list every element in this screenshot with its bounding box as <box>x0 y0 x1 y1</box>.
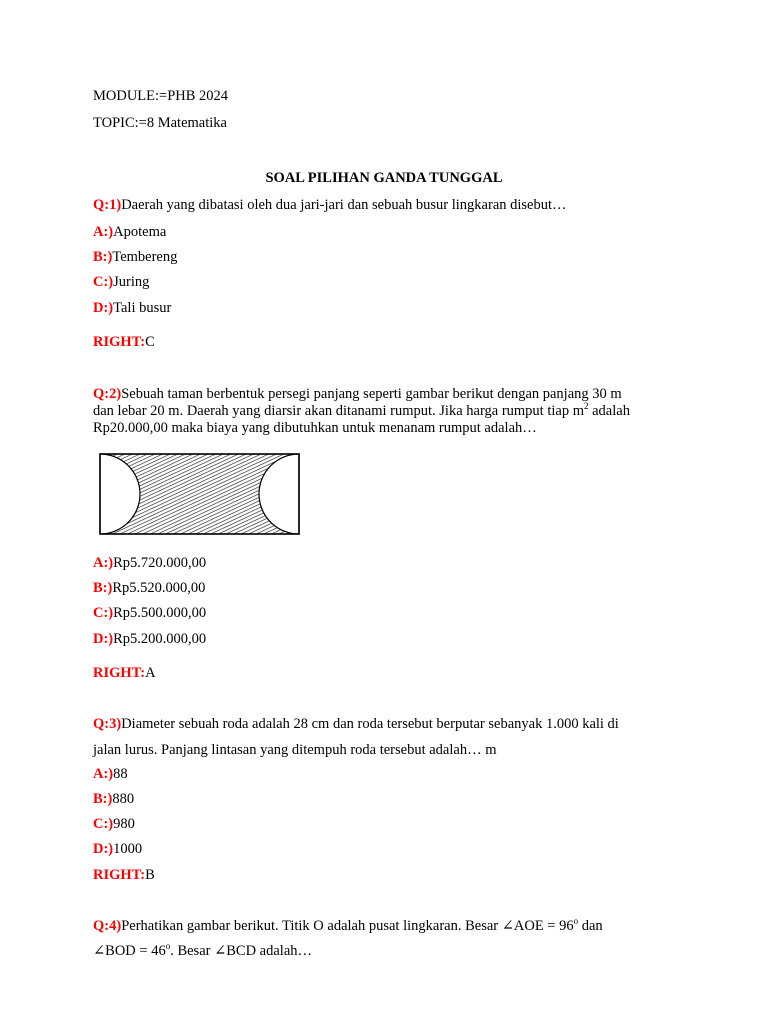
option-text: 880 <box>112 791 135 807</box>
superscript-2: 2 <box>583 401 589 411</box>
option-label: A:) <box>93 766 114 782</box>
answer-value: A <box>145 665 156 681</box>
q4-question-line2 <box>93 943 312 960</box>
option-text: Rp5.720.000,00 <box>113 555 207 571</box>
q2-option-a <box>93 555 206 572</box>
q3-answer <box>93 867 155 884</box>
answer-label: RIGHT: <box>93 867 146 883</box>
q2-option-c <box>93 605 206 622</box>
answer-label: RIGHT: <box>93 334 146 350</box>
q3-option-c <box>93 816 135 833</box>
degree-sign: o <box>165 941 171 951</box>
q1-option-d <box>93 300 171 317</box>
option-text: Tali busur <box>113 300 172 316</box>
q1-label: Q:1) <box>93 197 122 213</box>
option-text: Rp5.200.000,00 <box>113 631 207 647</box>
q3-option-b <box>93 791 134 808</box>
q3-option-d <box>93 841 142 858</box>
q2-answer <box>93 665 156 682</box>
degree-sign: o <box>573 916 579 926</box>
q2-option-d <box>93 631 206 648</box>
q4-text-line1: Perhatikan gambar berikut. Titik O adalah pusat lingkaran. Besar ∠AOE = 96 <box>121 918 574 934</box>
q3-text-line1: Diameter sebuah roda adalah 28 cm dan roda tersebut berputar sebanyak 1.000 kali di <box>121 716 619 732</box>
q2-question-line2 <box>93 403 630 420</box>
q1-answer <box>93 334 155 351</box>
option-label: A:) <box>93 224 114 240</box>
q4-label: Q:4) <box>93 918 122 934</box>
q1-option-a <box>93 224 166 241</box>
q3-label: Q:3) <box>93 716 122 732</box>
option-label: C:) <box>93 605 114 621</box>
q4-question-line1 <box>93 918 603 935</box>
q3-text-line2: jalan lurus. Panjang lintasan yang ditempuh roda tersebut adalah… m <box>93 742 497 758</box>
option-text: Tembereng <box>112 249 178 265</box>
q1-question <box>93 197 567 214</box>
topic-line: TOPIC:=8 Matematika <box>93 115 227 131</box>
q1-text: Daerah yang dibatasi oleh dua jari-jari dan sebuah busur lingkaran disebut… <box>121 197 567 213</box>
answer-label: RIGHT: <box>93 665 146 681</box>
option-label: C:) <box>93 816 114 832</box>
option-label: C:) <box>93 274 114 290</box>
option-text: Apotema <box>113 224 167 240</box>
option-text: 88 <box>113 766 128 782</box>
option-label: B:) <box>93 249 113 265</box>
q2-option-b <box>93 580 205 597</box>
q2-text-line3: Rp20.000,00 maka biaya yang dibutuhkan untuk menanam rumput adalah… <box>93 420 537 436</box>
module-line: MODULE:=PHB 2024 <box>93 88 229 104</box>
option-text: Rp5.520.000,00 <box>112 580 206 596</box>
q2-question-line1 <box>93 386 622 403</box>
option-label: A:) <box>93 555 114 571</box>
q4-text-line2: ∠BOD = 46 <box>93 943 166 959</box>
option-text: Rp5.500.000,00 <box>113 605 207 621</box>
option-label: B:) <box>93 580 113 596</box>
option-text: Juring <box>113 274 150 290</box>
q2-text-line1: Sebuah taman berbentuk persegi panjang seperti gambar berikut dengan panjang 30 m <box>121 386 622 402</box>
q2-text-line2-end: adalah <box>588 403 630 419</box>
q2-text-line2: dan lebar 20 m. Daerah yang diarsir akan ditanami rumput. Jika harga rumput tiap m <box>93 403 584 419</box>
option-label: D:) <box>93 300 114 316</box>
option-label: D:) <box>93 631 114 647</box>
q4-text-line1-end: dan <box>578 918 603 934</box>
q1-option-b <box>93 249 177 266</box>
garden-figure <box>98 452 302 538</box>
q3-question-line1 <box>93 716 619 733</box>
section-title: SOAL PILIHAN GANDA TUNGGAL <box>265 170 503 186</box>
answer-value: C <box>145 334 155 350</box>
answer-value: B <box>145 867 155 883</box>
q1-option-c <box>93 274 149 291</box>
option-label: B:) <box>93 791 113 807</box>
option-text: 1000 <box>113 841 143 857</box>
option-label: D:) <box>93 841 114 857</box>
q4-text-line2-end: . Besar ∠BCD adalah… <box>170 943 313 959</box>
option-text: 980 <box>113 816 135 832</box>
q2-question-line3 <box>93 420 537 437</box>
q2-label: Q:2) <box>93 386 122 402</box>
q3-option-a <box>93 766 128 783</box>
q3-question-line2 <box>93 742 496 759</box>
